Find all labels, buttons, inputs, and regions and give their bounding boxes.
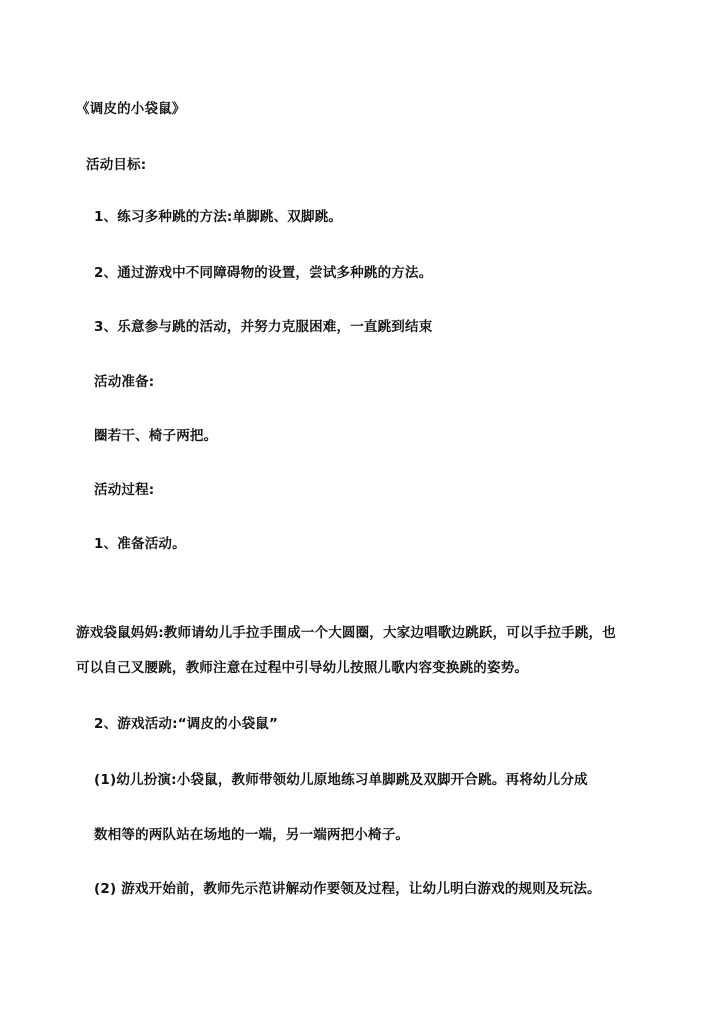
document-title: 《调皮的小袋鼠》 xyxy=(76,101,186,117)
goal-item-2: 2、通过游戏中不同障碍物的设置，尝试多种跳的方法。 xyxy=(94,265,433,281)
paragraph-line: 游戏袋鼠妈妈:教师请幼儿手拉手围成一个大圆圈，大家边唱歌边跳跃，可以手拉手跳，也 xyxy=(76,625,616,641)
goal-item-1: 1、练习多种跳的方法:单脚跳、双脚跳。 xyxy=(94,209,343,225)
paragraph-line: (1)幼儿扮演:小袋鼠，教师带领幼儿原地练习单脚跳及双脚开合跳。再将幼儿分成 xyxy=(94,772,588,788)
section-heading-goals: 活动目标: xyxy=(86,157,147,173)
paragraph-line: 数相等的两队站在场地的一端，另一端两把小椅子。 xyxy=(94,827,410,843)
paragraph-line: (2) 游戏开始前，教师先示范讲解动作要领及过程，让幼儿明白游戏的规则及玩法。 xyxy=(94,881,601,897)
process-step-2: 2、游戏活动:“调皮的小袋鼠” xyxy=(94,716,279,732)
process-step-1: 1、准备活动。 xyxy=(94,536,186,552)
section-heading-process: 活动过程: xyxy=(94,482,155,498)
paragraph-line: 可以自己叉腰跳，教师注意在过程中引导幼儿按照儿歌内容变换跳的姿势。 xyxy=(76,660,529,676)
preparation-text: 圈若干、椅子两把。 xyxy=(94,428,218,444)
section-heading-preparation: 活动准备: xyxy=(94,374,155,390)
goal-item-3: 3、乐意参与跳的活动，并努力克服困难，一直跳到结束 xyxy=(94,319,433,335)
